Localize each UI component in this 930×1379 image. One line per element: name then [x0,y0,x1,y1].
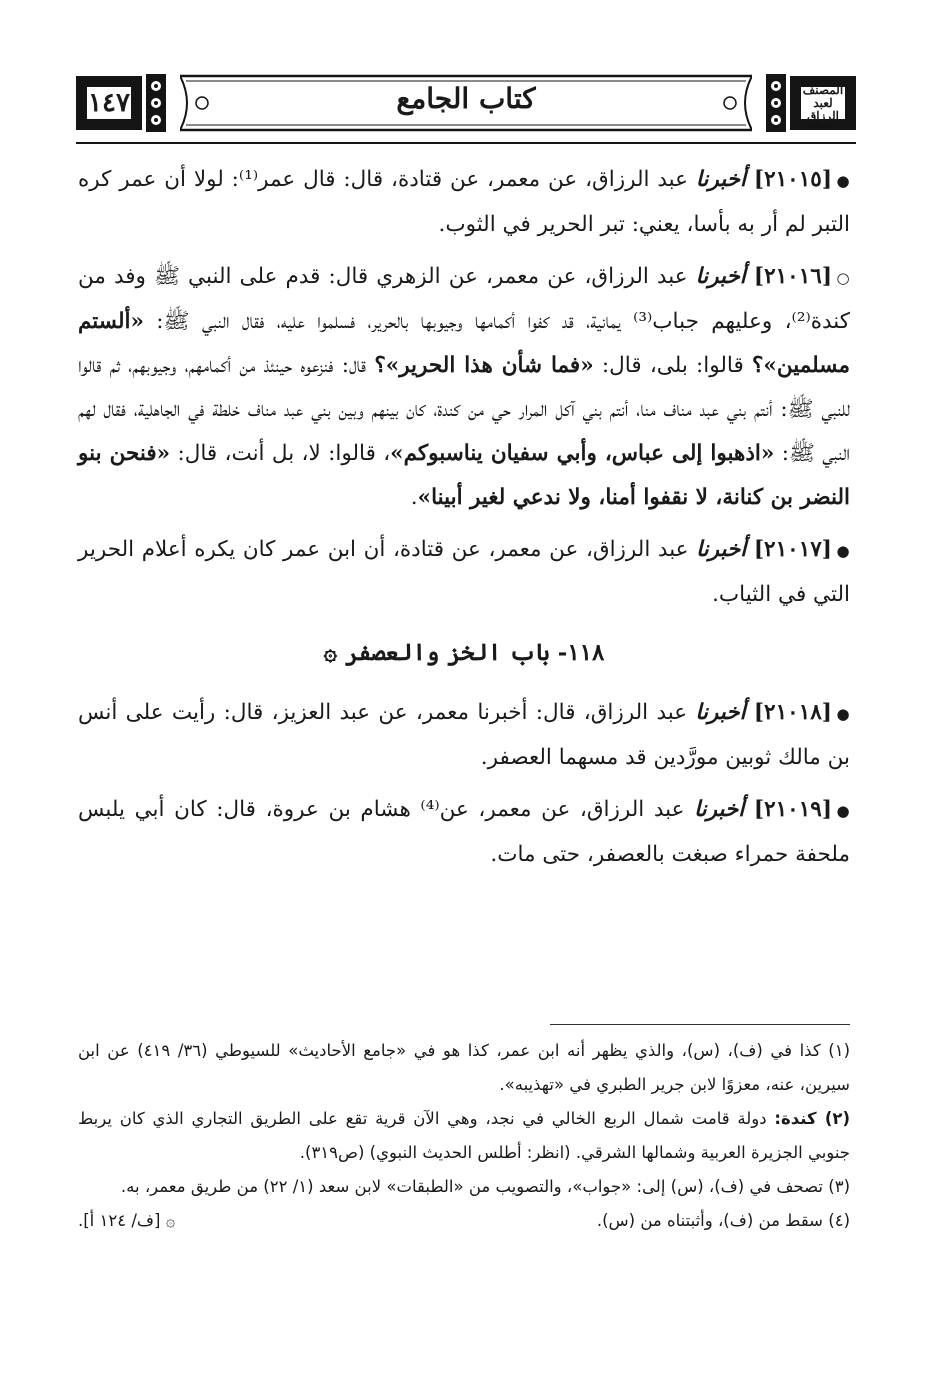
footnotes [78,1034,850,1238]
prophet-quote: «فنحن بنو النضر بن كنانة، لا نقفوا أمنا، ولا ندعي لغير أبينا» [78,441,850,510]
hadith-entry [78,255,850,520]
hadith-entry [78,788,850,877]
chain-lead: أخبرنا [694,797,745,822]
chain-lead: أخبرنا [696,537,747,562]
folio-note: ۞ [ف/ ١٢٤ أ]. [78,1211,176,1230]
prophet-quote: «فما شأن هذا الحرير»؟ [374,353,594,378]
page-number-box [76,76,142,130]
page-title: كتاب الجامع [396,82,536,115]
title-band [180,74,752,132]
hadith-entry [78,691,850,780]
prophet-quote: «اذهبوا إلى عباس، وأبي سفيان يناسبوكم» [390,441,775,466]
footnote-1: (١) كذا في (ف)، (س)، والذي يظهر أنه ابن عمر، كذا هو في «جامع الأحاديث» للسيوطي (٣٦/ ٤١٩) عن ابن سيرين، عنه، معزوًا لابن جرير الطبري في «تهذيبه». [78,1041,850,1094]
page-header [76,70,856,140]
footnote-2-label: (٢) كندة: [774,1109,850,1128]
chain-lead: أخبرنا [695,167,746,192]
bullet-marker: ● [836,542,850,560]
chain-lead: أخبرنا [695,264,746,289]
emblem-line-2: لعبد الرزاق [806,95,840,123]
hadith-entry [78,528,850,617]
circle-marker: ○ [836,269,850,287]
footnote-last-line [78,1204,850,1238]
emblem-line-1: المصنف [802,82,844,97]
hadith-text: ، قالوا: لا، بل أنت، قال: [177,441,391,466]
bullet-marker: ● [836,705,850,723]
main-text [78,158,850,885]
emblem-box [790,76,856,130]
hadith-text: عبد الرزاق، عن معمر، عن الزهري قال: قدم على النبي ﷺ وفد من كندة⁽²⁾، وعليهم جباب⁽³⁾ يمانية، قد كفوا أكمامها وجيوبها بالحرير، فسلموا عليه، فقال النبي ﷺ: [78,264,850,334]
hadith-number: [٢١٠١٨] [753,700,832,725]
hadith-number: [٢١٠١٩] [753,797,832,822]
hadith-text: عبد الرزاق، عن معمر، عن⁽⁴⁾ هشام بن عروة، قال: كان أبي يلبس ملحفة حمراء صبغت بالعصفر، حتى مات. [78,797,850,867]
prophet-quote: «ألستم مسلمين»؟ [78,309,850,378]
ornament-left-icon [146,74,166,132]
chain-lead: أخبرنا [695,700,746,725]
page-number: ١٤٧ [85,85,133,121]
hadith-text: عبد الرزاق، قال: أخبرنا معمر، عن عبد العزيز، قال: رأيت على أنس بن مالك ثوبين مورَّدين قد مسهما العصفر. [78,700,850,770]
hadith-number: [٢١٠١٧] [753,537,832,562]
footnote-4: (٤) سقط من (ف)، وأثبتناه من (س). [596,1211,850,1230]
footnote-2 [78,1102,850,1170]
bullet-marker: ● [836,802,850,820]
hadith-text: قالوا: بلى، قال: [601,353,744,378]
footnote-2-text: دولة قامت شمال الربع الخالي في نجد، وهي الآن قرية تقع على الطريق التجاري الذي كان يربط جنوبي الجزيرة العربية وشمالها الشرقي. (انظر: أطلس الحديث النبوي) (ص٣١٩). [78,1109,850,1162]
bullet-marker: ● [836,172,850,190]
hadith-entry [78,158,850,247]
footnote-3: (٣) تصحف في (ف)، (س) إلى: «جواب»، والتصويب من «الطبقات» لابن سعد (١/ ٢٢) من طريق معمر، به. [120,1177,850,1196]
chapter-heading: ١١٨- باب الخز والعصفر ۞ [323,639,605,666]
footnote-rule [550,1024,850,1025]
emblem [799,82,847,123]
ornament-right-icon [766,74,786,132]
hadith-text: عبد الرزاق، عن معمر، عن قتادة، أن ابن عمر كان يكره أعلام الحرير التي في الثياب. [78,537,850,607]
header-rule [76,142,856,144]
hadith-text: . [410,485,418,510]
hadith-number: [٢١٠١٥] [753,167,833,192]
hadith-text: عبد الرزاق، عن معمر، عن قتادة، قال: قال عمر⁽¹⁾: لولا أن عمر كره التبر لم أر به بأسا، يعني: تبر الحرير في الثوب. [78,167,850,237]
hadith-number: [٢١٠١٦] [753,264,832,289]
hadith-text: قال: فنزعوه حينئذ من أكمامهم، وجيوبهم، ثم قالوا للنبي ﷺ: أنتم بني عبد مناف منا، أنتم بني آكل المرار حي من كندة، كان بينهم وبين بني عبد مناف خلطة في الجاهلية، فقال لهم النبي ﷺ: [78,353,851,466]
